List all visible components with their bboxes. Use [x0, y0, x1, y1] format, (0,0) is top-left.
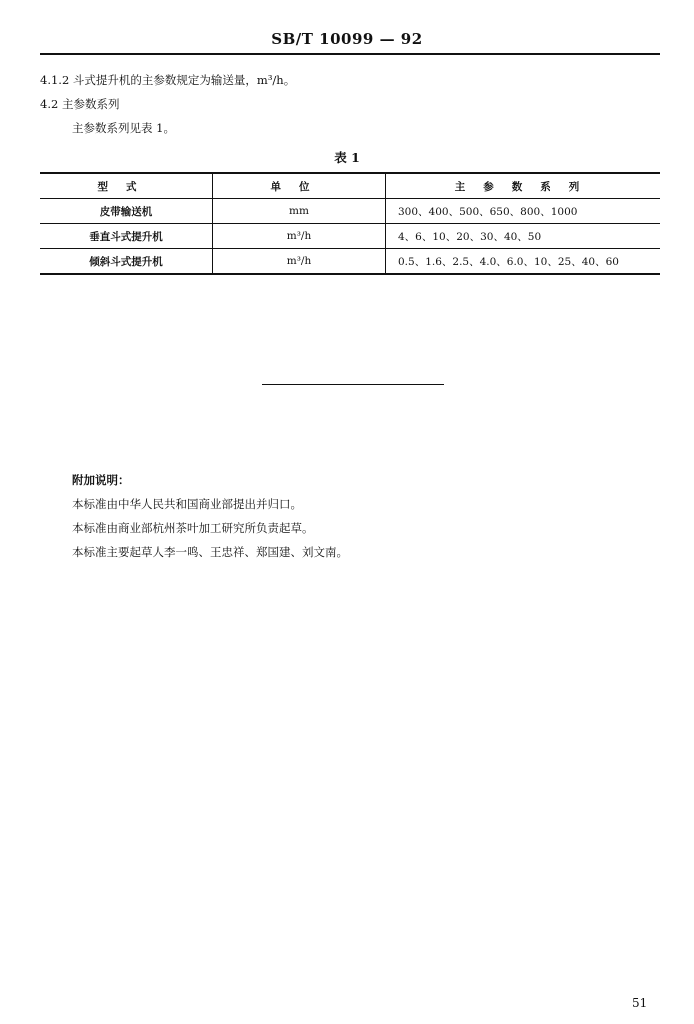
- cell-series: 300、400、500、650、800、1000: [398, 205, 578, 218]
- standard-number-header: SB/T 10099 — 92: [271, 30, 423, 48]
- notes-line: 本标准主要起草人李一鸣、王忠祥、郑国建、刘文南。: [72, 545, 348, 559]
- clause-4-2-text: 主参数系列见表 1。: [72, 121, 175, 135]
- notes-title: 附加说明：: [72, 473, 130, 487]
- header-rule: [40, 53, 660, 55]
- table-caption: 表 1: [334, 150, 360, 165]
- main-parameter-table: [40, 172, 660, 275]
- cell-unit: m³/h: [213, 224, 386, 249]
- clause-4-1-2: 4.1.2 斗式提升机的主参数规定为输送量，m³/h。: [40, 73, 296, 87]
- cell-type: 倾斜斗式提升机: [40, 249, 213, 275]
- table-header-row: [40, 173, 660, 199]
- cell-type: 皮带输送机: [40, 199, 213, 224]
- notes-line: 本标准由中华人民共和国商业部提出并归口。: [72, 497, 302, 511]
- cell-unit: mm: [213, 199, 386, 224]
- cell-type: 垂直斗式提升机: [40, 224, 213, 249]
- cell-unit: m³/h: [213, 249, 386, 275]
- column-header-unit: 单位: [213, 173, 386, 199]
- column-header-type: 型式: [40, 173, 213, 199]
- table-row: [40, 224, 660, 249]
- notes-line: 本标准由商业部杭州茶叶加工研究所负责起草。: [72, 521, 314, 535]
- table-row: [40, 249, 660, 275]
- column-header-series: 主参数系列: [454, 180, 598, 193]
- cell-series: 0.5、1.6、2.5、4.0、6.0、10、25、40、60: [398, 255, 619, 268]
- end-of-standard-line: [262, 384, 444, 385]
- clause-4-2-heading: 4.2 主参数系列: [40, 97, 120, 111]
- page-number: 51: [632, 996, 648, 1010]
- cell-series: 4、6、10、20、30、40、50: [398, 230, 542, 243]
- table-row: [40, 199, 660, 224]
